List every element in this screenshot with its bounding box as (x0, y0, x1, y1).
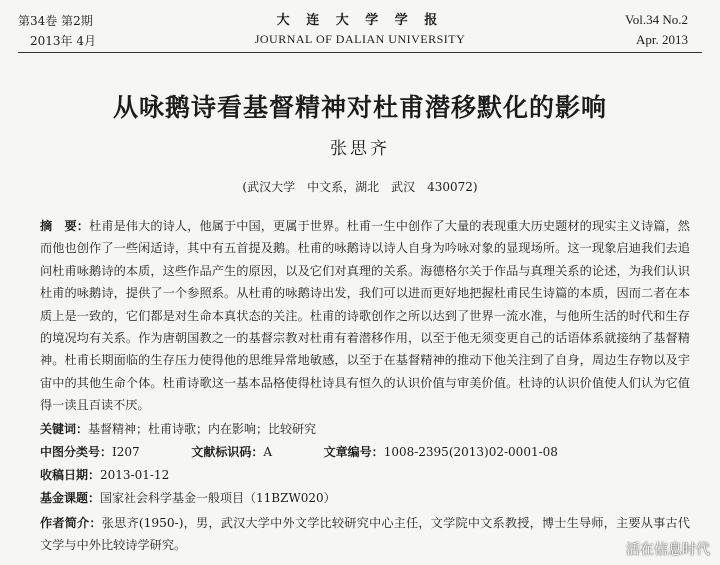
received-date (40, 466, 169, 483)
doc-code-label: 文献标识码： (191, 445, 264, 459)
article-title: 从咏鹅诗看基督精神对杜甫潜移默化的影响 (112, 93, 607, 122)
watermark: 活在信息时代 (626, 542, 710, 558)
funding-value: 国家社会科学基金一般项目（11BZW020） (100, 491, 336, 505)
author-bio-text: 张思齐(1950-)，男，武汉大学中外文学比较研究中心主任，文学院中文系教授，博士生导师，主要从事古代文学与中外比较诗学研究。 (40, 516, 690, 552)
header-rule (18, 52, 702, 53)
keywords-label: 关键词： (40, 422, 89, 436)
funding-label: 基金课题： (40, 491, 101, 505)
volume-issue-cn: 第34卷 第2期 (18, 14, 93, 28)
abstract-text: 杜甫是伟大的诗人，他属于中国，更属于世界。杜甫一生中创作了大量的表现重大历史题材的现实主义诗篇，然而他也创作了一些闲适诗，其中有五首提及鹅。杜甫的咏鹅诗以诗人自身为吟咏对象的显现场所。这一现象启迪我们去追问杜甫咏鹅诗的本质，这些作品产生的原因，以及它们对真理的关系。海德格尔关于作品与真理关系的论述，为我们认识杜甫的咏鹅诗，提供了一个参照系。从杜甫的咏鹅诗出发，我们可以进而更好地把握杜甫民生诗篇的本质，因而二者在本质上是一致的，它们都是对生命本真状态的关注。杜甫的诗歌创作之所以达到了世界一流水准，与他所生活的时代和生存的境况均有关系。作为唐朝国教之一的基督宗教对杜甫有着潜移作用，以至于他无须变更自己的话语体系就接纳了基督精神。杜甫长期面临的生存压力使得他的思维异常地敏感，以至于在基督精神的推动下他关注到了自身，周边生存物以及宇宙中的其他生命个体。杜甫诗歌这一基本品格使得杜诗具有恒久的认识价值与审美价值。杜诗的认识价值使人们认为它值得一读且百读不厌。 (40, 219, 690, 413)
abstract-label: 摘 要： (40, 219, 90, 233)
author-affiliation: (武汉大学 中文系，湖北 武汉 430072) (242, 180, 478, 194)
keywords (40, 420, 316, 437)
classification-row (40, 443, 558, 460)
received-label: 收稿日期： (40, 468, 101, 482)
abstract (40, 215, 690, 417)
doc-code-value: A (263, 445, 273, 459)
volume-issue-en: Vol.34 No.2 (625, 12, 688, 27)
article-number-label: 文章编号： (323, 445, 384, 459)
author-bio (40, 512, 690, 556)
clc-value: I207 (112, 445, 140, 459)
article-number-value: 1008-2395(2013)02-0001-08 (383, 445, 558, 459)
journal-name-cn: 大 连 大 学 学 报 (276, 13, 444, 28)
article-author: 张思齐 (330, 139, 390, 159)
received-value: 2013-01-12 (100, 468, 170, 482)
date-cn: 2013年 4月 (30, 34, 96, 48)
keywords-text: 基督精神；杜甫诗歌；内在影响；比较研究 (88, 422, 317, 436)
author-bio-label: 作者简介： (40, 516, 102, 530)
running-header (0, 6, 720, 56)
journal-name-en: JOURNAL OF DALIAN UNIVERSITY (254, 32, 466, 46)
date-en: Apr. 2013 (636, 32, 688, 47)
clc-label: 中图分类号： (40, 445, 113, 459)
funding (40, 489, 336, 506)
